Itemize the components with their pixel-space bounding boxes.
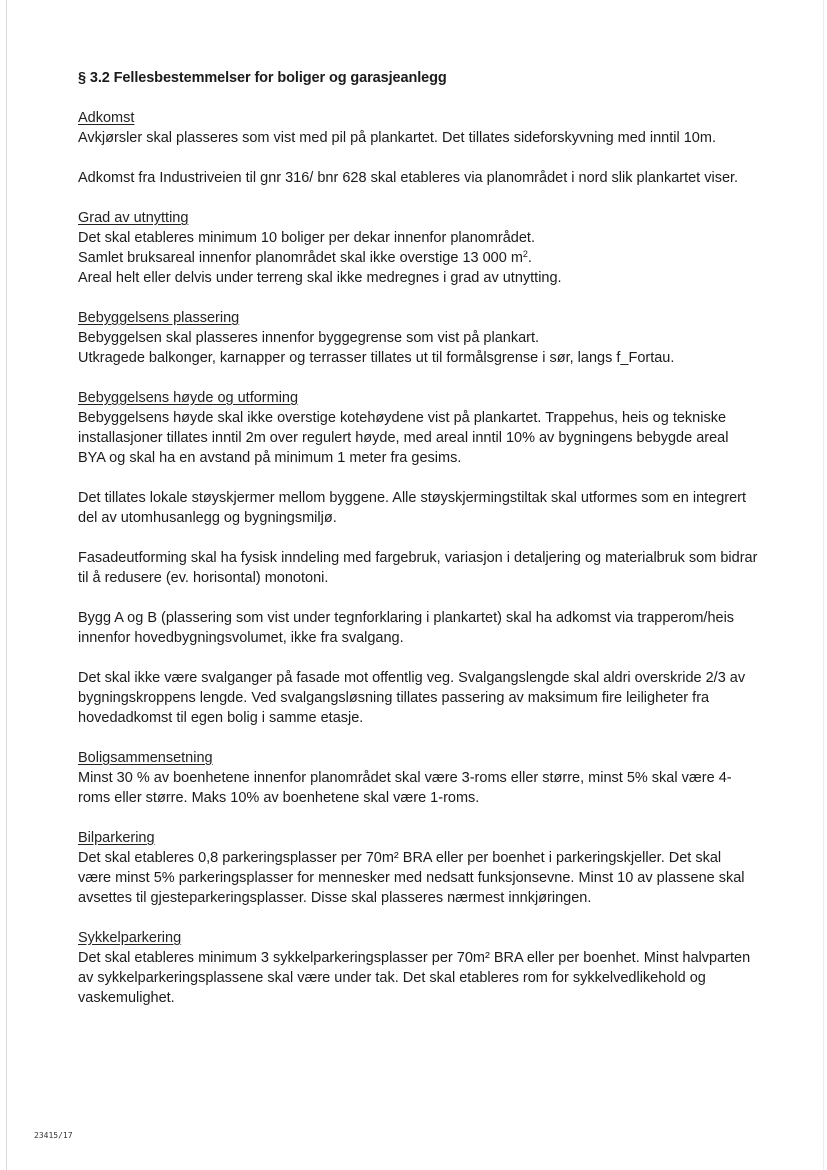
heading-bebyggelsens-plassering: Bebyggelsens plassering bbox=[78, 310, 240, 326]
heading-bebyggelsens-hoyde: Bebyggelsens høyde og utforming bbox=[78, 390, 299, 406]
document-body bbox=[78, 68, 758, 1028]
superscript-2: 2 bbox=[522, 249, 528, 259]
heading-boligsammensetning: Boligsammensetning bbox=[78, 750, 213, 766]
grad-paragraph-2 bbox=[78, 248, 758, 268]
section-title: § 3.2 Fellesbestemmelser for boliger og garasjeanlegg bbox=[78, 70, 447, 86]
plassering-paragraph-2: Utkragede balkonger, karnapper og terrasser tillates ut til formålsgrense i sør, langs f_Fortau. bbox=[78, 350, 675, 366]
hoyde-paragraph-1: Bebyggelsens høyde skal ikke overstige kotehøydene vist på plankartet. Trappehus, heis og tekniske installasjoner tillates inntil 2m over regulert høyde, med areal inntil 10% av bygningens bebygde areal BYA og skal ha en avstand på minimum 1 meter fra gesims. bbox=[78, 410, 729, 466]
page-edge-right bbox=[823, 0, 824, 1170]
hoyde-paragraph-4: Bygg A og B (plassering som vist under tegnforklaring i plankartet) skal ha adkomst via trapperom/heis innenfor hovedbygningsvolumet, ikke fra svalgang. bbox=[78, 610, 735, 646]
grad-paragraph-2-text: Samlet bruksareal innenfor planområdet skal ikke overstige 13 000 m bbox=[78, 250, 523, 266]
section-adkomst bbox=[78, 108, 758, 188]
heading-sykkelparkering: Sykkelparkering bbox=[78, 930, 182, 946]
bilparkering-paragraph-1: Det skal etableres 0,8 parkeringsplasser per 70m² BRA eller per boenhet i parkeringskjeller. Det skal være minst 5% parkeringsplasser for mennesker med nedsatt funksjonsevne. Minst 10 av plassene skal avsettes til gjesteparkeringsplasser. Disse skal plasseres nærmest innkjøringen. bbox=[78, 850, 745, 906]
heading-adkomst: Adkomst bbox=[78, 110, 135, 126]
page-edge-left bbox=[6, 0, 7, 1170]
section-grad-av-utnytting bbox=[78, 208, 758, 288]
sykkelparkering-paragraph-1: Det skal etableres minimum 3 sykkelparkeringsplasser per 70m² BRA eller per boenhet. Minst halvparten av sykkelparkeringsplassene skal være under tak. Det skal etableres rom for sykkelvedlikehold og vaskemulighet. bbox=[78, 950, 751, 1006]
adkomst-paragraph-1: Avkjørsler skal plasseres som vist med pil på plankartet. Det tillates sideforskyvning med inntil 10m. bbox=[78, 130, 716, 146]
hoyde-paragraph-3: Fasadeutforming skal ha fysisk inndeling med fargebruk, variasjon i detaljering og materialbruk som bidrar til å redusere (ev. horisontal) monotoni. bbox=[78, 550, 758, 586]
adkomst-paragraph-2: Adkomst fra Industriveien til gnr 316/ bnr 628 skal etableres via planområdet i nord slik plankartet viser. bbox=[78, 170, 739, 186]
grad-paragraph-3: Areal helt eller delvis under terreng skal ikke medregnes i grad av utnytting. bbox=[78, 270, 562, 286]
heading-bilparkering: Bilparkering bbox=[78, 830, 155, 846]
section-bilparkering bbox=[78, 828, 758, 908]
grad-paragraph-1: Det skal etableres minimum 10 boliger per dekar innenfor planområdet. bbox=[78, 230, 535, 246]
plassering-paragraph-1: Bebyggelsen skal plasseres innenfor byggegrense som vist på plankart. bbox=[78, 330, 540, 346]
section-bebyggelsens-plassering bbox=[78, 308, 758, 368]
document-reference-number: 23415/17 bbox=[34, 1131, 73, 1140]
hoyde-paragraph-2: Det tillates lokale støyskjermer mellom byggene. Alle støyskjermingstiltak skal utformes som en integrert del av utomhusanlegg og bygningsmiljø. bbox=[78, 490, 747, 526]
boligsammensetning-paragraph-1: Minst 30 % av boenhetene innenfor planområdet skal være 3-roms eller større, minst 5% skal være 4-roms eller større. Maks 10% av boenhetene skal være 1-roms. bbox=[78, 770, 732, 806]
section-bebyggelsens-hoyde bbox=[78, 388, 758, 728]
section-sykkelparkering bbox=[78, 928, 758, 1008]
grad-paragraph-2-end: . bbox=[527, 250, 532, 266]
heading-grad-av-utnytting: Grad av utnytting bbox=[78, 210, 189, 226]
section-boligsammensetning bbox=[78, 748, 758, 808]
hoyde-paragraph-5: Det skal ikke være svalganger på fasade mot offentlig veg. Svalgangslengde skal aldri overskride 2/3 av bygningskroppens lengde. Ved svalgangsløsning tillates passering av maksimum fire leiligheter fra hovedadkomst til egen bolig i samme etasje. bbox=[78, 670, 746, 726]
